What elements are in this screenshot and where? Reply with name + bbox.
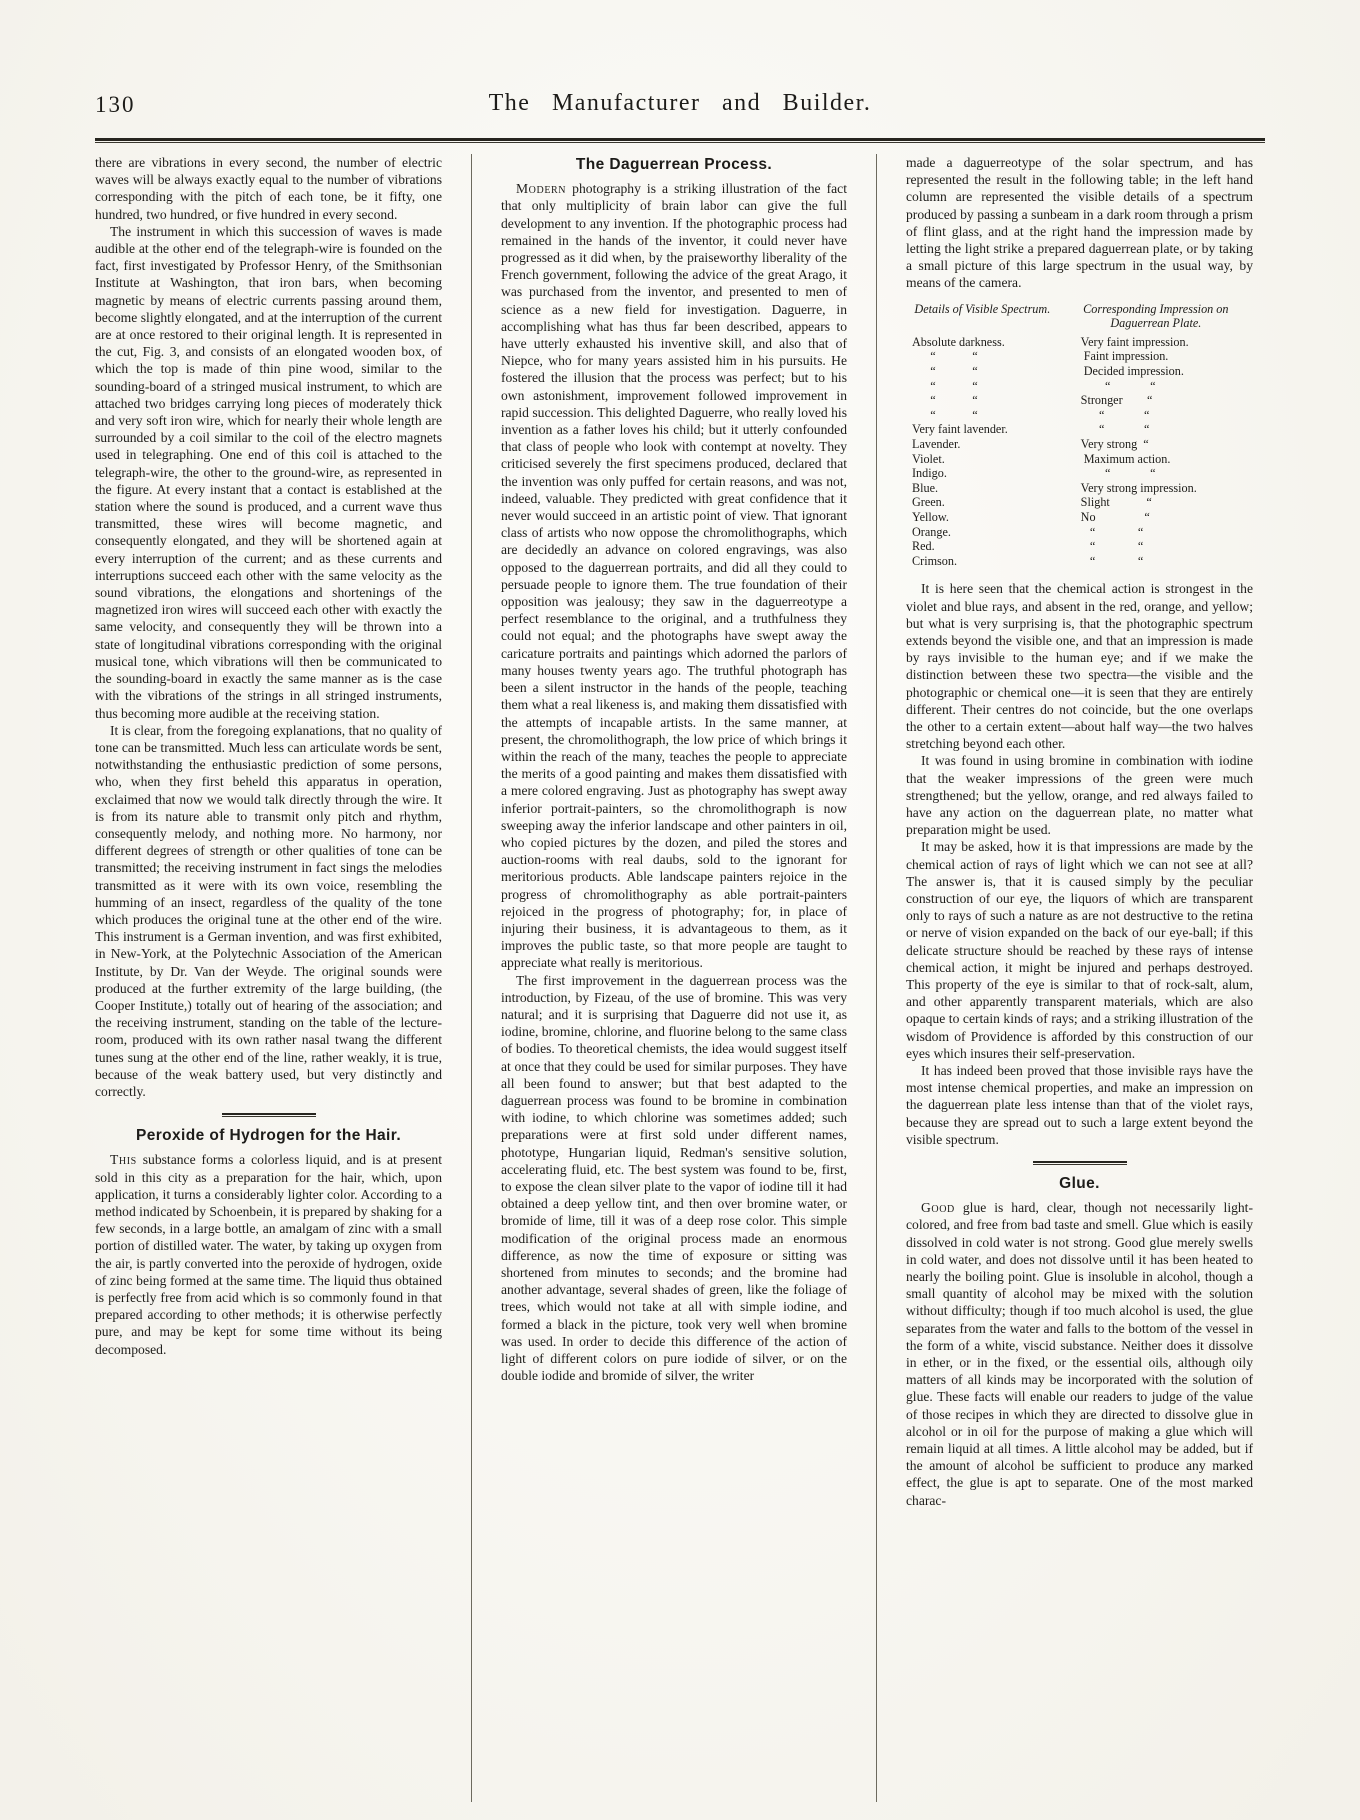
leadword: Good [921, 1200, 955, 1216]
spectrum-table [906, 302, 1253, 569]
table-row: “ “ Stronger “ [912, 393, 1153, 408]
table-row: Red. “ “ [912, 539, 1144, 554]
paragraph [95, 1151, 442, 1357]
column-1 [95, 154, 471, 1802]
column-3 [877, 154, 1253, 1802]
page-number: 130 [95, 92, 136, 117]
table-row: Green. Slight “ [912, 495, 1152, 510]
table-row: Yellow. No “ [912, 509, 1150, 524]
table-row: Orange. “ “ [912, 524, 1144, 539]
spectrum-table-header [906, 302, 1253, 331]
article-heading-daguerrean: The Daguerrean Process. [575, 156, 773, 173]
paragraph-text: glue is hard, clear, though not necessarily light-colored, and free from bad taste and smell. Glue which is easily dissolved in cold water is not strong. Good glue merely swells in cold water, and does not dissolve until it has been heated to nearly the boiling point. Glue is insoluble in alcohol, though a small quantity of alcohol may be mixed with the solution without difficulty; though if too much alcohol is used, the glue separates from the water and falls to the bottom of the vessel in the form of a white, viscid substance. Neither does it dissolve in ether, or in the fixed, or the essential oils, although oily matters of all kinds may be incorporated with the solution of glue. These facts will enable our readers to judge of the value of those recipes in which they are directed to dissolve glue in alcohol or in oil for the purpose of making a glue which will remain liquid at all times. A little alcohol may be added, but if the amount of alcohol be sufficient to produce any marked effect, the glue is apt to separate. One of the most marked charac- [906, 1200, 1253, 1508]
article-heading-glue: Glue. [1059, 1175, 1100, 1193]
journal-title: The Manufacturer and Builder. [488, 90, 872, 116]
table-row: Violet. Maximum action. [912, 451, 1171, 466]
paragraph: It has indeed been proved that those invisible rays have the most intense chemical properties, and make an impression on the daguerrean plate less intense than that of the violet rays, because they are spread out to such a large extent beyond the visible spectrum. [906, 1063, 1253, 1147]
leadword: This [110, 1152, 137, 1168]
paragraph-text: photography is a striking illustration of the fact that only multiplicity of brain labor can give the full development to any invention. If the photographic process had remained in the hands of the inventor, it could never have progressed as it did when, by the praiseworthy liberality of the French government, following the advice of the great Arago, it was purchased from the inventor, and presented to men of science as a new field for investigation. Daguerre, in accomplishing what has thus far been described, appears to have utterly exhausted his inventive skill, and also that of Niepce, who for many years assisted him in his pursuits. He fostered the illusion that the process was perfect; but to his own astonishment, improvement followed improvement in rapid succession. This delighted Daguerre, who really loved his invention as a father loves his child; but it utterly confounded that class of people who look with contempt at novelty. They criticised severely the first specimens produced, declared that the invention was only puffed for certain reasons, and was not, indeed, valuable. They predicted with great confidence that it never would succeed in an artistic point of view. That ignorant class of artists who now oppose the chromolithographs, which are decidedly an advance on colored engravings, was also opposed to the daguerrean portraits, and did all they could to persuade people to ignore them. The true foundation of their opposition was jealousy; they saw in the daguerreotype a perfect resemblance to the original, and a truthfulness they could not equal; and the photographs have swept away the caricature portraits and paintings which adorned the parlors of many houses twenty years ago. The truthful photograph has been a silent instructor in the hands of the people, teaching them what a real likeness is, and making them dissatisfied with the attempts of incapable artists. In the same manner, at present, the chromolithograph, the low price of which brings it within the reach of the many, teaches the people to appreciate the merits of a good painting and makes them dissatisfied with a mere colored engraving. Just as photography has swept away inferior portrait-painters, so the chromolithograph is now sweeping away the inferior landscape and other painters in oil, who copied pictures by the dozen, and piled the stores and auction-rooms with real daubs, sold to the ignorant for meritorious products. Able landscape painters rejoice in the progress of chromolithography as able portrait-painters rejoiced in the progress of photography; for, in place of injuring their business, it is advantageous to them, as it improves the public taste, so that more people are taught to appreciate what really is meritorious. [501, 181, 847, 971]
table-row: Absolute darkness. Very faint impression. [912, 334, 1189, 349]
leadword: Modern [516, 181, 567, 197]
page-content [95, 86, 1265, 1802]
masthead [95, 86, 1265, 128]
table-row: Crimson. “ “ [912, 553, 1144, 568]
article-heading-peroxide: Peroxide of Hydrogen for the Hair. [135, 1127, 402, 1145]
article-separator-rule [1033, 1161, 1127, 1165]
paragraph: It may be asked, how it is that impressions are made by the chemical action of rays of light which we can not see at all? The answer is, that it is caused simply by the peculiar construction of our eye, the liquors of which are transparent only to rays of such a nature as are not destructive to the retina or nerve of vision expanded on the back of our eye-ball; if this delicate structure should be reached by these rays of intense chemical action, it might be injured and perhaps destroyed. This property of the eye is similar to that of rock-salt, alum, and other apparently transparent materials, which are also opaque to certain kinds of rays; and a striking illustration of the wisdom of Providence is afforded by this construction of our eyes which insures their self-preservation. [906, 839, 1253, 1061]
table-header-right: Corresponding Impression on Daguerrean Plate. [1083, 301, 1229, 331]
table-row: Indigo. “ “ [912, 466, 1156, 481]
paragraph: It was found in using bromine in combination with iodine that the weaker impressions of the green were much strengthened; but the yellow, orange, and red always failed to have any action on the daguerrean plate, no matter what preparation might be used. [906, 753, 1253, 838]
paragraph [501, 180, 847, 971]
table-row: Lavender. Very strong “ [912, 436, 1149, 451]
header-rule [95, 138, 1265, 143]
paragraph-text: substance forms a colorless liquid, and is at present sold in this city as a preparation for the hair, which, upon application, it turns a considerably lighter color. According to a method indicated by Schoenbein, it is prepared by shaking for a few seconds, in a large bottle, an amalgam of zinc with a small portion of distilled water. The water, by taking up oxygen from the air, is partly converted into the peroxide of hydrogen, oxide of zinc being formed at the same time. The liquid thus obtained is perfectly free from acid which is so commonly found in that prepared according to other methods; it is otherwise perfectly pure, and may be kept for some time without its being decomposed. [95, 1152, 442, 1357]
paragraph: made a daguerreotype of the solar spectrum, and has represented the result in the following table; in the left hand column are represented the visible details of a spectrum produced by passing a sunbeam in a dark room through a prism of flint glass, and at the right hand the impression made by letting the light strike a prepared daguerrean plate, or by taking a small picture of this large spectrum in the usual way, by means of the camera. [906, 155, 1253, 291]
paragraph [906, 1199, 1253, 1509]
paragraph: It is clear, from the foregoing explanations, that no quality of tone can be transmitted. Much less can articulate words be sent, notwithstanding the enthusiastic prediction of some persons, who, when they first beheld this apparatus in operation, exclaimed that now we would talk directly through the wire. It is from its nature able to transmit only pitch and rhythm, consequently melody, and nothing more. No harmony, nor different degrees of strength or other qualities of tone can be transmitted; the receiving instrument in fact sings the melodies transmitted as it were with its own voice, resembling the humming of an insect, regardless of the quality of the tone which produces the original tune at the other end of the wire. This instrument is a German invention, and was first exhibited, in New-York, at the Polytechnic Association of the American Institute, by Dr. Van der Weyde. The original sounds were produced at the further extremity of the large building, (the Cooper Institute,) totally out of hearing of the association; and the receiving instrument, standing on the table of the lecture-room, produced with its own rather nasal twang the different tunes sung at the other end of the line, rather weakly, it is true, because of the weak battery used, but very distinctly and correctly. [95, 722, 442, 1099]
table-header-left: Details of Visible Spectrum. [914, 301, 1051, 316]
table-row: Blue. Very strong impression. [912, 480, 1197, 495]
paragraph: The first improvement in the daguerrean process was the introduction, by Fizeau, of the use of bromine. This was very natural; and it is surprising that Daguerre did not use it, as iodine, bromine, chlorine, and fluorine belong to the same class of bodies. To theoretical chemists, the idea would suggest itself at once that they could be used for similar purposes. They have all been found to answer; but that best adapted to the daguerrean process was found to be bromine in combination with iodine, to which chlorine was sometimes added; such preparations were at first sold under different names, phototype, Hungarian liquid, Redman's sensitive solution, accelerating fluid, etc. The best system was found to be, first, to expose the clean silver plate to the vapor of iodine till it had obtained a deep yellow tint, and then over bromine water, or bromide of lime, till it was of a deep rose color. This simple modification of the original process made an enormous difference, as now the time of exposure or sitting was shortened from minutes to seconds; and the bromine had another advantage, several shades of green, like the foliage of trees, which would not take at all with simple iodine, and formed a black in the picture, took very well when bromine was used. In order to decide this difference of the action of light of different colors on pure iodide of silver, or on the double iodide and bromide of silver, the writer [501, 972, 847, 1384]
column-2 [471, 154, 877, 1802]
table-row: “ “ Faint impression. [912, 349, 1169, 364]
table-row: “ “ “ “ [912, 378, 1156, 393]
paragraph: there are vibrations in every second, the number of electric waves will be always exactly equal to the number of vibrations corresponding with the pitch of each tone, be it fifty, one hundred, two hundred, or five hundred in every second. [95, 155, 442, 222]
paragraph: The instrument in which this succession of waves is made audible at the other end of the telegraph-wire is founded on the fact, first investigated by Professor Henry, of the Smithsonian Institute at Washington, that iron bars, when becoming magnetic by means of electric currents passing around them, become slightly elongated, and at the interruption of the current are at once restored to their original length. It is represented in the cut, Fig. 3, and consists of an elongated wooden box, of which the top is made of thin pine wood, similar to the sounding-board of a stringed musical instrument, to which are attached two bridges carrying long pieces of moderately thick and very soft iron wire, which for nearly their whole length are surrounded by a coil similar to the coil of the electro magnets used in telegraphing. One end of this coil is attached to the telegraph-wire, the other to the ground-wire, as represented in the figure. At every instant that a contact is established at the station where the sound is produced, and a current wave thus transmitted, these wires will become magnetic, and consequently elongated, and they will be shortened again at every interruption of the current; and as these currents and interruptions succeed each other with the same velocity as the sound vibrations, the elongations and shortenings of the magnetized iron wires will succeed each other with exactly the same velocity, and consequently they will be thrown into a state of longitudinal vibrations corresponding with the original musical tone, which vibrations will then be communicated to the sounding-board in exactly the same manner as is the case with the vibrations of the strings in all stringed instruments, thus becoming more audible at the receiving station. [95, 223, 442, 721]
text-columns [95, 154, 1265, 1802]
table-row: “ “ “ “ [912, 407, 1150, 422]
paragraph: It is here seen that the chemical action is strongest in the violet and blue rays, and absent in the red, orange, and yellow; but what is very surprising is, that the photographic spectrum extends beyond the visible one, and that an impression is made by rays invisible to the human eye; and if we make the distinction between these two spectra—the visible and the photographic or chemical one—it is seen that they are entirely different. Their centres do not coincide, but the one overlaps the other to a certain extent—about half way—the two halves stretching beyond each other. [906, 581, 1253, 752]
article-separator-rule [222, 1113, 316, 1117]
table-row: Very faint lavender. “ “ [912, 422, 1150, 437]
table-row: “ “ Decided impression. [912, 364, 1184, 378]
